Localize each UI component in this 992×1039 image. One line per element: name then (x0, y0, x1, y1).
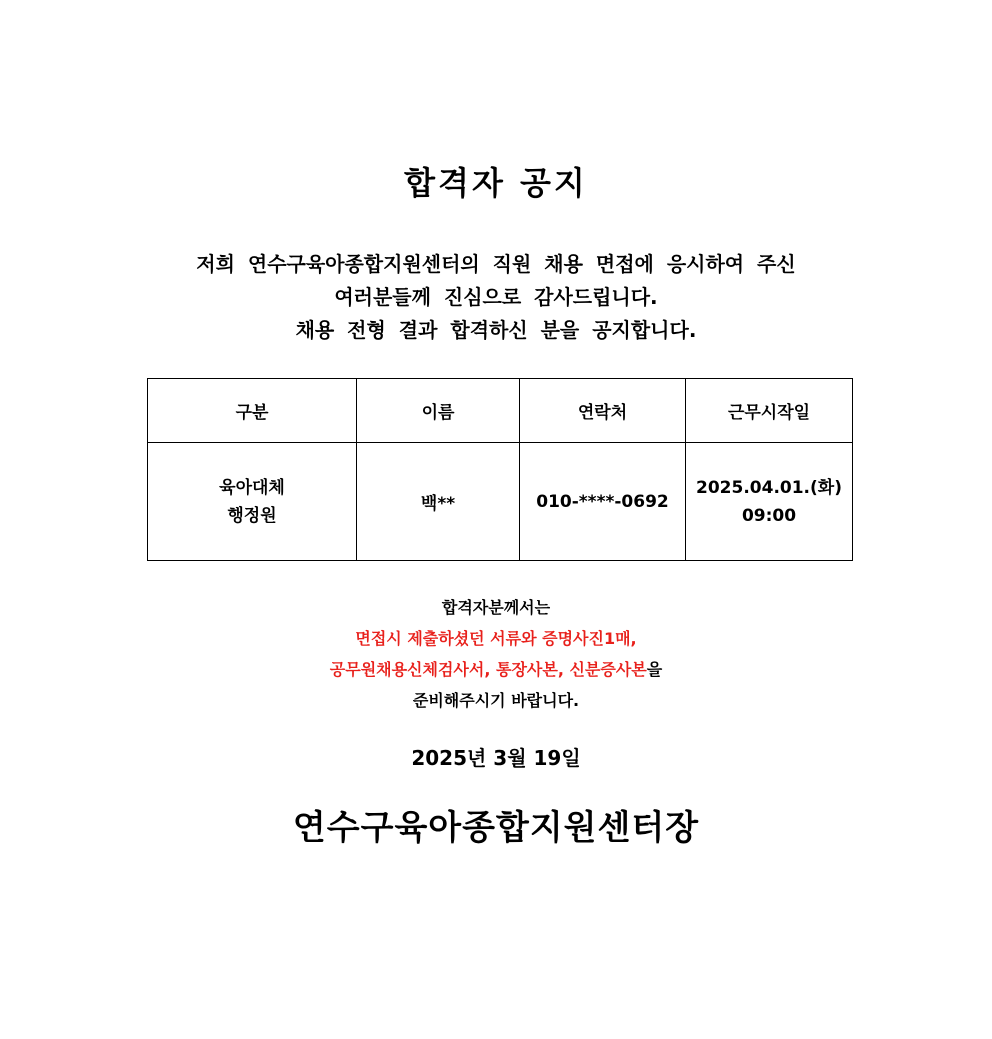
intro-line-3: 채용 전형 결과 합격하신 분을 공지합니다. (295, 318, 697, 342)
notice-line-2: 면접시 제출하셨던 서류와 증명사진1매, (355, 629, 637, 648)
start-date-line-1: 2025.04.01.(화) (696, 477, 842, 498)
cell-division (148, 443, 357, 561)
notice-paragraph (0, 592, 992, 716)
notice-line-3-suffix: 을 (646, 660, 663, 679)
cell-contact: 010-****-0692 (520, 443, 686, 561)
header-start-date: 근무시작일 (686, 379, 853, 443)
notice-line-3 (0, 654, 992, 685)
intro-line-2: 여러분들께 진심으로 감사드립니다. (334, 285, 658, 309)
header-division: 구분 (148, 379, 357, 443)
start-date-line-2: 09:00 (741, 505, 797, 526)
cell-start-date (686, 443, 853, 561)
notice-line-1: 합격자분께서는 (441, 598, 551, 617)
division-line-1: 육아대체 (219, 477, 285, 498)
notice-date: 2025년 3월 19일 (411, 746, 581, 770)
notice-line-4: 준비해주시기 바랍니다. (412, 691, 580, 710)
table-row (148, 443, 853, 561)
notice-line-3-documents: 공무원채용신체검사서, 통장사본, 신분증사본 (329, 660, 647, 679)
table-header-row (148, 379, 853, 443)
intro-paragraph (0, 248, 992, 347)
page-title: 합격자 공지 (404, 164, 588, 202)
header-name: 이름 (357, 379, 520, 443)
signature: 연수구육아종합지원센터장 (292, 808, 700, 848)
intro-line-1: 저희 연수구육아종합지원센터의 직원 채용 면접에 응시하여 주신 (196, 252, 796, 276)
header-contact: 연락처 (520, 379, 686, 443)
division-line-2: 행정원 (227, 505, 277, 526)
result-table (147, 378, 853, 561)
cell-name: 백** (357, 443, 520, 561)
